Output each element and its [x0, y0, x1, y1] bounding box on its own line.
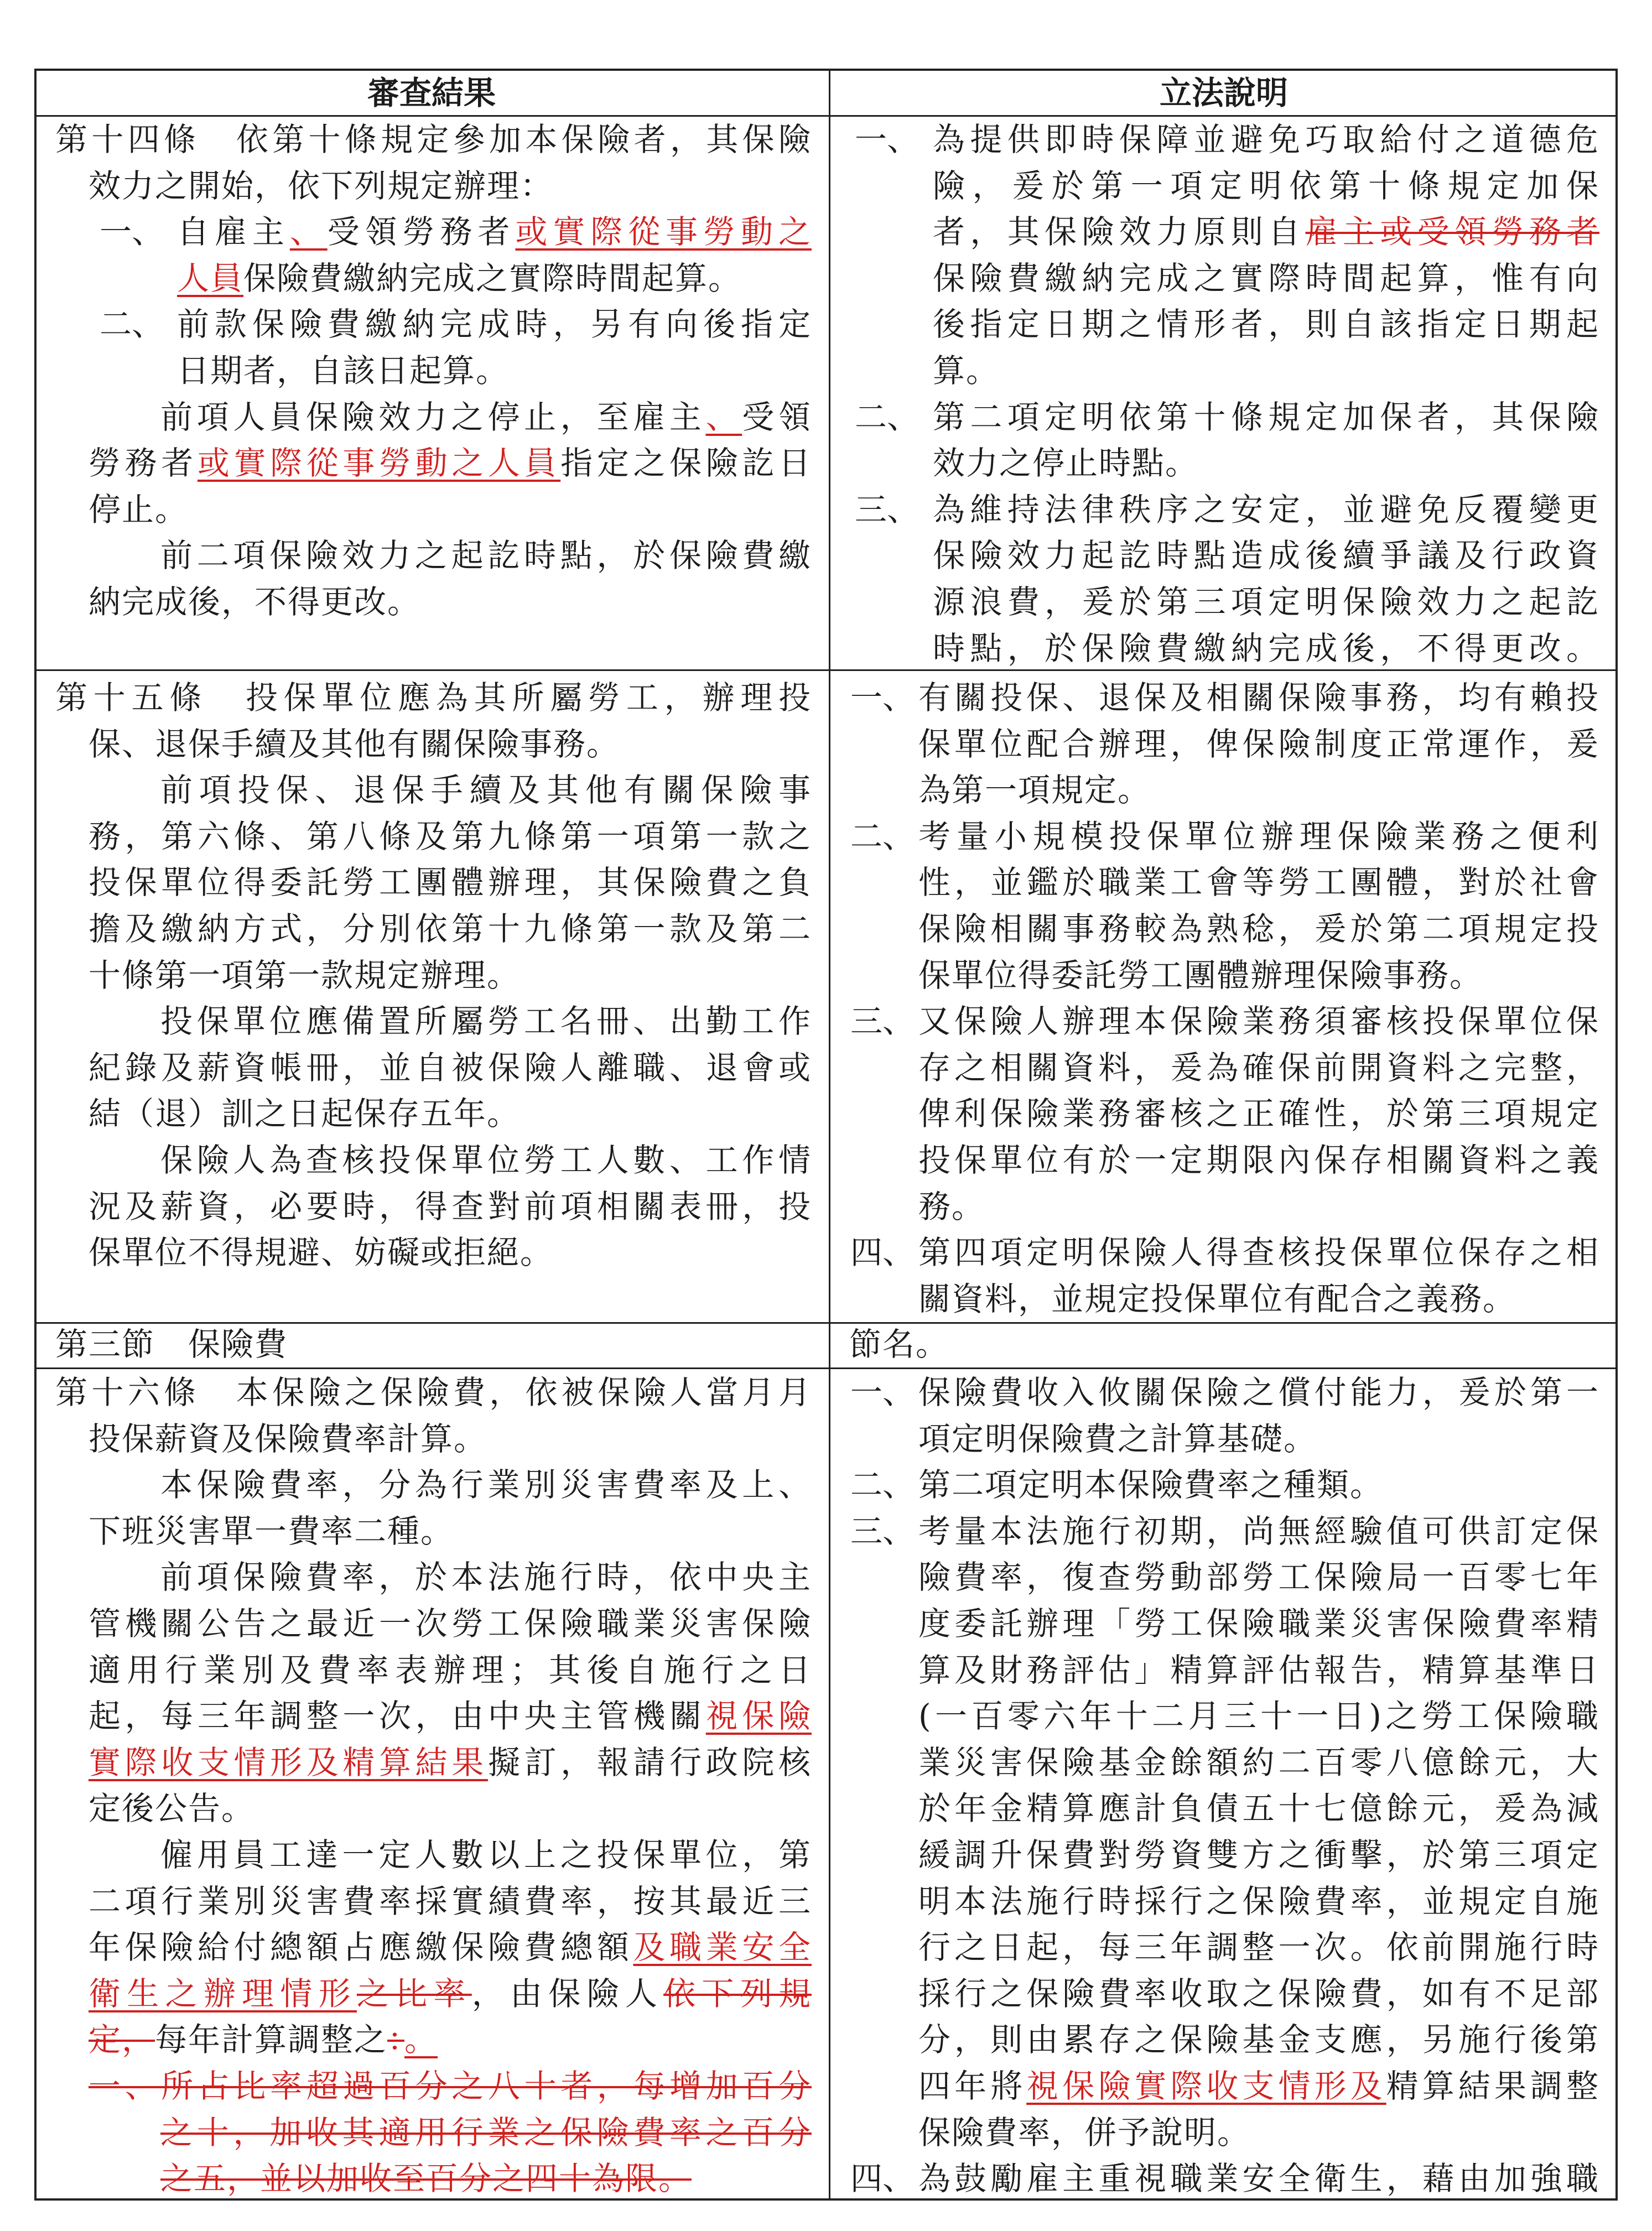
inserted-text: 或實際從事勞動之: [515, 213, 812, 251]
text-segment: 第二項定明依第十條規定加保者，其保險: [933, 398, 1599, 436]
text-segment: 保險費收入攸關保險之償付能力，爰於第一: [918, 1374, 1599, 1411]
inserted-text: 。: [404, 2021, 438, 2059]
article-text-line: [89, 1970, 812, 2017]
article-text-line: [89, 1416, 487, 1462]
explanation-text-line: [933, 209, 1599, 255]
text-segment: 起，每三年調整一次，由中央主管機關: [89, 1697, 706, 1735]
text-segment: 保險相關事務較為熟稔，爰於第二項規定投: [918, 910, 1599, 948]
inserted-text: 視保險實際收支情形及: [1026, 2067, 1386, 2105]
text-segment: 前項人員保險效力之停止，至雇主: [160, 398, 706, 436]
explanation-text-line: [918, 1369, 1599, 1416]
explanation-text-line: [918, 813, 1599, 860]
explanation-text-line: [918, 1276, 1516, 1322]
deleted-text: 依下列規: [663, 1974, 812, 2012]
explanation-text-line: [918, 674, 1599, 721]
text-segment: 納完成後，不得更改。: [89, 583, 421, 621]
article-text-line: [89, 721, 620, 767]
article-text-line: [89, 2016, 438, 2063]
list-marker: 一、: [100, 213, 164, 251]
list-marker: 一、: [855, 121, 919, 158]
article-text-line: [160, 1554, 812, 1600]
deleted-text: 一、所占比率超過百分之八十者，每增加百分: [89, 2067, 812, 2105]
text-segment: 受領: [742, 398, 812, 436]
explanation-text-line: [918, 998, 1599, 1044]
text-segment: 第十五條 投保單位應為其所屬勞工，辦理投: [55, 679, 812, 716]
text-segment: 性，並鑑於職業工會等勞工團體，對於社會: [918, 864, 1599, 902]
explanation-text-line: [933, 486, 1599, 533]
text-segment: 險，爰於第一項定明依第十條規定加保: [933, 167, 1599, 205]
text-segment: 管機關公告之最近一次勞工保險職業災害保險: [89, 1605, 812, 1642]
text-segment: 投保單位應備置所屬勞工名冊、出勤工作: [160, 1002, 812, 1041]
article-text-line: [89, 440, 812, 486]
explanation-text-line: [918, 1924, 1599, 1970]
article-text-line: [177, 255, 741, 301]
article-text-line: [89, 813, 812, 860]
explanation-text-line: [918, 1416, 1317, 1462]
article-text-line: [89, 906, 812, 952]
article-text-line: [89, 1693, 812, 1739]
explanation-text-line: [918, 2155, 1599, 2202]
text-segment: 時點，於保險費繳納完成後，不得更改。: [933, 629, 1599, 667]
text-segment: 前項投保、退保手續及其他有關保險事: [160, 771, 812, 809]
article-text-line: [89, 1878, 812, 1925]
text-segment: 為第一項規定。: [918, 771, 1151, 809]
text-segment: 節名。: [849, 1325, 949, 1363]
text-segment: 僱用員工達一定人數以上之投保單位，第: [160, 1836, 812, 1874]
explanation-text-line: [918, 1832, 1599, 1878]
article-text-line: [160, 394, 812, 440]
text-segment: 指定之保險訖日: [560, 444, 812, 482]
explanation-text-line: [918, 1554, 1599, 1600]
list-marker: 三、: [855, 490, 919, 528]
article-text-line: [89, 1739, 812, 1786]
deleted-text: 之十，加收其適用行業之保險費率之百分: [160, 2113, 812, 2151]
text-segment: 第十四條 依第十條規定參加本保險者，其保險: [55, 121, 812, 158]
article-text-line: [89, 1508, 454, 1554]
text-segment: 考量本法施行初期，尚無經驗值可供訂定保: [918, 1512, 1599, 1550]
text-segment: 又保險人辦理本保險業務須審核投保單位保: [918, 1002, 1599, 1041]
article-text-line: [89, 859, 812, 906]
text-segment: 存之相關資料，爰為確保前開資料之完整，: [918, 1048, 1599, 1086]
explanation-text-line: [918, 1600, 1599, 1647]
explanation-text-line: [933, 440, 1198, 486]
text-segment: 紀錄及薪資帳冊，並自被保險人離職、退會或: [89, 1048, 812, 1086]
text-segment: 十條第一項第一款規定辦理。: [89, 956, 521, 994]
list-marker: 四、: [850, 1234, 915, 1272]
deleted-text: ：: [387, 2021, 405, 2059]
explanation-text-line: [918, 1508, 1599, 1554]
explanation-text-line: [918, 1044, 1599, 1091]
text-segment: 分，則由累存之保險基金支應，另施行後第: [918, 2021, 1599, 2059]
text-segment: 四年將: [918, 2067, 1027, 2105]
explanation-text-line: [933, 116, 1599, 163]
article-text-line: [89, 2063, 812, 2109]
column-header-review-result: 審查結果: [367, 74, 496, 112]
deleted-text: 之五，並以加收至百分之四十為限。: [160, 2160, 692, 2198]
list-marker: 二、: [850, 817, 915, 855]
article-text-line: [177, 209, 812, 255]
article-text-line: [89, 1229, 553, 1276]
text-segment: 本保險費率，分為行業別災害費率及上、: [160, 1466, 812, 1504]
article-text-line: [89, 1924, 812, 1970]
text-segment: 保險費繳納完成之實際時間起算。: [243, 259, 742, 297]
inserted-text: 視保險: [705, 1697, 812, 1735]
article-text-line: [55, 1369, 812, 1416]
explanation-text-line: [933, 163, 1599, 209]
article-text-line: [89, 1600, 812, 1647]
article-text-line: [89, 486, 188, 533]
text-segment: 第十六條 本保險之保險費，依被保險人當月月: [55, 1374, 812, 1411]
article-text-line: [89, 1785, 254, 1832]
text-segment: 定後公告。: [89, 1790, 255, 1828]
article-text-line: [89, 1090, 520, 1137]
explanation-text-line: [918, 1693, 1599, 1739]
deleted-text: 雇主或受領勞務者: [1305, 213, 1599, 251]
text-segment: 二項行業別災害費率採實績費率，按其最近三: [89, 1882, 812, 1920]
explanation-text-line: [918, 2063, 1599, 2109]
list-marker: 一、: [850, 1374, 915, 1411]
article-text-line: [160, 1832, 812, 1878]
text-segment: 勞務者: [89, 444, 198, 482]
text-segment: 險費率，復查勞動部勞工保險局一百零七年: [918, 1558, 1599, 1596]
text-segment: 況及薪資，必要時，得查對前項相關表冊，投: [89, 1187, 812, 1225]
explanation-text-line: [933, 394, 1599, 440]
text-segment: 務，第六條、第八條及第九條第一項第一款之: [89, 817, 812, 855]
text-segment: 緩調升保費對勞資雙方之衝擊，於第三項定: [918, 1836, 1599, 1874]
explanation-text-line: [918, 1785, 1599, 1832]
text-segment: 考量小規模投保單位辦理保險業務之便利: [918, 817, 1599, 855]
text-segment: 明本法施行時採行之保險費率，並規定自施: [918, 1882, 1599, 1920]
text-segment: 精算結果調整: [1386, 2067, 1599, 2105]
article-text-line: [177, 301, 812, 347]
list-marker: 三、: [850, 1512, 915, 1550]
article-text-line: [89, 1044, 812, 1091]
text-segment: 日期者，自該日起算。: [177, 352, 510, 389]
text-segment: 有關投保、退保及相關保險事務，均有賴投: [918, 679, 1599, 716]
explanation-text-line: [918, 1137, 1599, 1183]
list-marker: 二、: [850, 1466, 915, 1504]
text-segment: 為維持法律秩序之安定，並避免反覆變更: [933, 490, 1599, 528]
list-marker: 三、: [850, 1002, 915, 1041]
text-segment: 保單位得委託勞工團體辦理保險事務。: [918, 956, 1483, 994]
article-text-line: [160, 2155, 692, 2202]
text-segment: 為提供即時保障並避免巧取給付之道德危: [933, 121, 1599, 158]
text-segment: 保單位配合辦理，俾保險制度正常運作，爰: [918, 725, 1599, 763]
text-segment: 務。: [918, 1187, 985, 1225]
text-segment: 保險人為查核投保單位勞工人數、工作情: [160, 1141, 812, 1179]
text-segment: 結（退）訓之日起保存五年。: [89, 1095, 521, 1133]
explanation-text-line: [918, 767, 1151, 813]
text-segment: 項定明保險費之計算基礎。: [918, 1419, 1317, 1458]
article-text-line: [89, 163, 553, 209]
article-text-line: [89, 1183, 812, 1230]
explanation-text-line: [918, 1878, 1599, 1925]
text-segment: 為鼓勵雇主重視職業安全衛生，藉由加強職: [918, 2160, 1599, 2198]
text-segment: 投保單位得委託勞工團體辦理，其保險費之負: [89, 864, 812, 902]
article-text-line: [177, 347, 509, 394]
article-text-line: [160, 2109, 812, 2156]
article-text-line: [89, 1647, 812, 1693]
list-marker: 一、: [850, 679, 915, 716]
article-text-line: [160, 767, 812, 813]
text-segment: 者，其保險效力原則自: [933, 213, 1306, 251]
explanation-text-line: [918, 1090, 1599, 1137]
list-marker: 四、: [850, 2160, 915, 2198]
text-segment: 保單位不得規避、妨礙或拒絕。: [89, 1234, 554, 1272]
text-segment: 受領勞務者: [327, 213, 516, 251]
text-segment: 前二項保險效力之起訖時點，於保險費繳: [160, 537, 812, 575]
text-segment: 前項保險費率，於本法施行時，依中央主: [160, 1558, 812, 1596]
text-segment: 俾利保險業務審核之正確性，於第三項規定: [918, 1095, 1599, 1133]
text-segment: ，由保險人: [471, 1974, 664, 2012]
explanation-text-line: [918, 1229, 1599, 1276]
text-segment: 採行之保險費率收取之保險費，如有不足部: [918, 1974, 1599, 2012]
text-segment: 於年金精算應計負債五十七億餘元，爰為減: [918, 1790, 1599, 1828]
inserted-text: 或實際從事勞動之人員: [197, 444, 561, 482]
text-segment: 業災害保險基金餘額約二百零八億餘元，大: [918, 1743, 1599, 1781]
inserted-text: 衛生之辦理情形: [89, 1974, 357, 2012]
text-segment: 保險費率，併予說明。: [918, 2113, 1251, 2151]
text-segment: 算及財務評估」精算評估報告，精算基準日: [918, 1651, 1599, 1689]
inserted-text: 及職業安全: [633, 1928, 812, 1967]
article-text-line: [160, 1137, 812, 1183]
explanation-text-line: [918, 2016, 1599, 2063]
article-text-line: [55, 1321, 288, 1367]
text-segment: (一百零六年十二月三十一日)之勞工保險職: [918, 1697, 1599, 1735]
text-segment: 保、退保手續及其他有關保險事務。: [89, 725, 620, 763]
text-segment: 第四項定明保險人得查核投保單位保存之相: [918, 1234, 1599, 1272]
explanation-text-line: [918, 1739, 1599, 1786]
explanation-text-line: [933, 625, 1599, 672]
explanation-text-line: [918, 906, 1599, 952]
list-marker: 二、: [855, 398, 919, 436]
text-segment: 投保薪資及保險費率計算。: [89, 1419, 487, 1458]
explanation-text-line: [918, 859, 1599, 906]
text-segment: 投保單位有於一定期限內保存相關資料之義: [918, 1141, 1599, 1179]
text-segment: 行之日起，每三年調整一次。依前開施行時: [918, 1928, 1599, 1967]
column-divider: [829, 69, 830, 2201]
explanation-text-line: [933, 532, 1599, 579]
deleted-text: 定，: [89, 2021, 155, 2059]
text-segment: 效力之開始，依下列規定辦理：: [89, 167, 554, 205]
deleted-text: 之比率: [356, 1974, 472, 2012]
explanation-text-line: [933, 579, 1599, 625]
explanation-text-line: [849, 1321, 949, 1367]
list-marker: 二、: [100, 305, 164, 344]
text-segment: 年保險給付總額占應繳保險費總額: [89, 1928, 633, 1967]
text-segment: 第二項定明本保險費率之種類。: [918, 1466, 1384, 1504]
article-text-line: [160, 1462, 812, 1508]
article-text-line: [160, 998, 812, 1044]
text-segment: 每年計算調整之: [155, 2021, 388, 2059]
text-segment: 第三節 保險費: [55, 1325, 288, 1363]
inserted-text: 人員: [177, 259, 244, 297]
explanation-text-line: [918, 2109, 1250, 2156]
inserted-text: 、: [705, 398, 742, 436]
text-segment: 擬訂，報請行政院核: [487, 1743, 812, 1781]
article-text-line: [55, 116, 812, 163]
inserted-text: 實際收支情形及精算結果: [89, 1743, 488, 1781]
article-text-line: [89, 579, 420, 625]
text-segment: 保險效力起訖時點造成後續爭議及行政資: [933, 537, 1599, 575]
inserted-text: 、: [289, 213, 328, 251]
article-text-line: [160, 532, 812, 579]
text-segment: 算。: [933, 352, 1000, 389]
article-text-line: [89, 952, 520, 999]
text-segment: 適用行業別及費率表辦理；其後自施行之日: [89, 1651, 812, 1689]
explanation-text-line: [933, 301, 1599, 347]
explanation-text-line: [918, 1970, 1599, 2017]
explanation-text-line: [918, 1183, 985, 1230]
text-segment: 擔及繳納方式，分別依第十九條第一款及第二: [89, 910, 812, 948]
text-segment: 後指定日期之情形者，則自該指定日期起: [933, 305, 1599, 344]
text-segment: 度委託辦理「勞工保險職業災害保險費率精: [918, 1605, 1599, 1642]
text-segment: 自雇主: [177, 213, 290, 251]
article-text-line: [55, 674, 812, 721]
explanation-text-line: [918, 952, 1483, 999]
explanation-text-line: [933, 255, 1599, 301]
explanation-text-line: [918, 1647, 1599, 1693]
explanation-text-line: [933, 347, 999, 394]
text-segment: 保險費繳納完成之實際時間起算，惟有向: [933, 259, 1599, 297]
text-segment: 效力之停止時點。: [933, 444, 1199, 482]
text-segment: 停止。: [89, 490, 189, 528]
text-segment: 關資料，並規定投保單位有配合之義務。: [918, 1280, 1516, 1318]
text-segment: 源浪費，爰於第三項定明保險效力之起訖: [933, 583, 1599, 621]
text-segment: 前款保險費繳納完成時，另有向後指定: [177, 305, 812, 344]
column-header-legislative-explanation: 立法說明: [1159, 74, 1288, 112]
explanation-text-line: [918, 721, 1599, 767]
text-segment: 下班災害單一費率二種。: [89, 1512, 454, 1550]
explanation-text-line: [918, 1462, 1383, 1508]
